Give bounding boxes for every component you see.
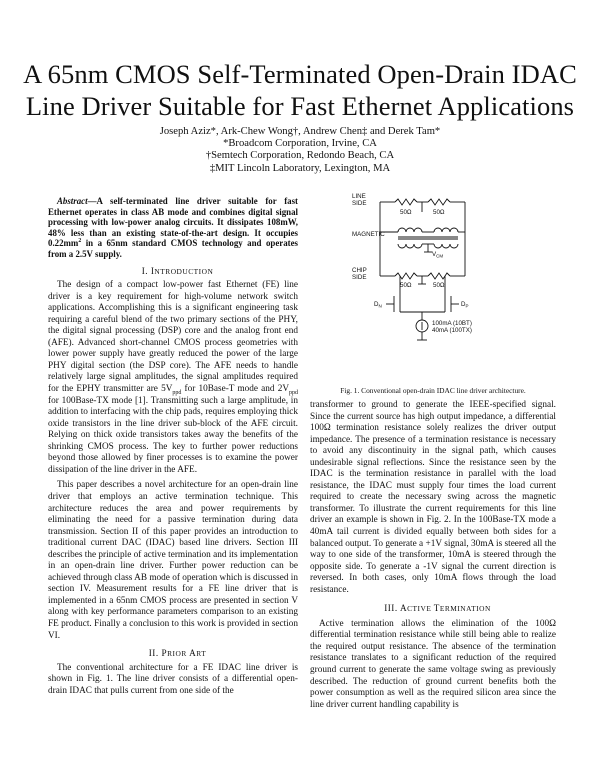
dp-sub: P: [465, 303, 469, 309]
intro-sub1: ppd: [172, 389, 182, 396]
section-heading-active-termination: [310, 603, 556, 615]
right-paragraph-1: transformer to ground to generate the IEEE-specified signal. Since the current source has high output impedance, a differential 100Ω termination resistance solely realizes the driver output impedance. The presence of a termination resistance is necessary to avoid any discontinuity in the signal path, which causes undesirable signal reflections. Since the resistance seen by the IDAC is the termination resistance in parallel with the load resistance, the IDAC must supply four times the load current required to create the necessary swing across the magnetic transformer. To illustrate the current requirements for this line driver an example is shown in Fig. 2. In the 100Base-TX mode a 40mA tail current is divided equally between both sides for a balanced output. To generate a +1V signal, 30mA is steered all the way to one side of the transformer, 10mA is steered through the opposite side. To generate a -1V signal the current direction is reversed. In both cases, only 10mA flows through the load resistance.: [310, 400, 556, 595]
label-chip-side-2: SIDE: [352, 274, 367, 281]
sec3-small1: CTIVE: [407, 604, 434, 614]
transformer-coil-bottom-left: [398, 244, 422, 248]
resistor-top-2: [428, 199, 450, 205]
abstract-text-b: in a 65nm standard CMOS technology and operates from a 2.5V supply.: [48, 238, 298, 259]
label-dp: [461, 301, 468, 309]
label-vcm: [432, 251, 443, 259]
label-current-1: 100mA (10BT): [432, 320, 472, 327]
transformer-coil-left: [398, 228, 422, 232]
author-block: [60, 126, 540, 175]
sec2-small2: RT: [196, 649, 207, 659]
sec3-big2: T: [433, 603, 440, 614]
sec2-big1: P: [161, 648, 168, 659]
resistor-top-1: [395, 199, 417, 205]
intro-p1c: for 100Base-TX mode [1]. Transmitting such a large amplitude, in addition to interfacing with the chip pads, requires employing thick oxide transistors in the line driver sub-block of the AFE circuit. Relying on thick oxide transistors takes away the benefits of the shrinking CMOS process. The key to further power reductions beyond those allowed by finer processes is to examine the power dissipation of the line driver in the AFE.: [48, 395, 298, 475]
prior-art-paragraph: The conventional architecture for a FE IDAC line driver is shown in Fig. 1. The line driver consists of a differential open-drain IDAC that pulls current from one side of the: [48, 662, 298, 696]
dn-main: D: [374, 301, 379, 308]
section-heading-introduction: [48, 266, 298, 278]
transformer-coil-right: [434, 228, 458, 232]
title-line-1: A 65nm CMOS Self-Terminated Open-Drain IDAC: [23, 59, 577, 89]
figure-1-schematic: [340, 192, 540, 352]
intro-paragraph-1: [48, 280, 298, 476]
abstract-sup: 2: [78, 238, 82, 245]
affiliation-2: †Semtech Corporation, Redondo Beach, CA: [205, 150, 395, 162]
intro-p1b: for 10Base-T mode and 2V: [181, 384, 289, 395]
sec2-small1: RIOR: [167, 649, 190, 659]
sec2-num: II.: [148, 648, 162, 659]
intro-p1a: The design of a compact low-power fast Ethernet (FE) line driver is a key requirement for high-volume network switch applications. Accomplishing this is a significant engineering task requiring a careful blend of the two primary sections of the PHY, the digital signal processing (DSP) core and the analog front end (AFE). Advanced short-channel CMOS process geometries with lower power supply have greatly reduced the power of the large PHY digital section (the DSP core). The AFE needs to handle relatively large signal amplitudes, the signal amplitudes required for the EPHY transmitter are 5V: [48, 280, 298, 395]
sec3-small2: ERMINATION: [439, 604, 491, 614]
sec1-big: I: [150, 265, 155, 276]
affiliation-1: *Broadcom Corporation, Irvine, CA: [223, 138, 377, 150]
label-r-top-2: 50Ω: [433, 209, 445, 216]
section-heading-prior-art: [48, 648, 298, 660]
affiliation-3: ‡MIT Lincoln Laboratory, Lexington, MA: [209, 162, 391, 174]
label-magnetic: MAGNETIC: [352, 231, 385, 238]
label-dn: [374, 301, 382, 309]
authors: Joseph Aziz*, Ark-Chew Wong†, Andrew Chen‡ and Derek Tam*: [159, 126, 441, 137]
label-chip-side: CHIP: [352, 267, 367, 274]
resistor-bottom-2: [428, 273, 450, 279]
intro-sub2: ppd: [289, 389, 298, 396]
sec2-big2: A: [189, 648, 197, 659]
label-line-side-2: SIDE: [352, 200, 367, 207]
right-column: [310, 400, 556, 711]
dp-main: D: [461, 301, 466, 308]
label-r-bot-1: 50Ω: [400, 282, 412, 289]
transformer-coil-bottom-right: [434, 244, 458, 248]
sec1-num: I.: [141, 265, 151, 276]
dn-sub: N: [378, 303, 382, 309]
left-column: [48, 196, 298, 697]
label-line-side: LINE: [352, 193, 366, 200]
sec1-small: NTRODUCTION: [154, 266, 214, 276]
sec3-num: III.: [384, 603, 400, 614]
label-r-bot-2: 50Ω: [433, 282, 445, 289]
figure-1-caption: Fig. 1. Conventional open-drain IDAC line driver architecture.: [340, 386, 526, 395]
active-termination-paragraph: Active termination allows the elimination of the 100Ω differential termination resistance while still being able to realize the required output resistance. The absence of the termination resistance translates to a significant reduction of the required ground current to generate the same voltage swing as previously described. The reduction of ground current benefits both the power consumption as well as the required silicon area since the line driver current handling capability is: [310, 618, 556, 710]
title-line-2: Line Driver Suitable for Fast Ethernet Applications: [25, 91, 575, 121]
resistor-bottom-1: [395, 273, 417, 279]
sec3-big1: A: [399, 603, 408, 614]
abstract: [48, 196, 298, 260]
intro-paragraph-2: This paper describes a novel architecture for an open-drain line driver that employs an active termination technique. This architecture reduces the area and power requirements by eliminating the need for a passive termination during data transmission. Section II of this paper provides an introduction to traditional current DAC (IDAC) based line drivers. Section III describes the principle of active termination and its implementation in an open-drain line driver. Further power reduction can be achieved through class AB mode of operation which is discussed in section IV. Measurement results for a FE line driver that is implemented in a 65nm CMOS process are presented in section V along with key performance parameters comparison to an existing FE product. Finally a conclusion to this work is provided in section VI.: [48, 480, 298, 641]
vcm-sub: CM: [436, 253, 444, 259]
abstract-label: Abstract: [57, 196, 88, 206]
label-r-top-1: 50Ω: [400, 209, 412, 216]
paper-title: [20, 58, 580, 122]
abstract-text-a: —A self-terminated line driver suitable for fast Ethernet operates in class AB mode and combines digital signal processing with low-power analog circuits. It dissipates 108mW, 48% less than an existing state-of-the-art design. It occupies 0.22mm: [48, 196, 298, 249]
label-current-2: 40mA (100TX): [432, 327, 472, 334]
vcm-main: V: [432, 251, 437, 258]
